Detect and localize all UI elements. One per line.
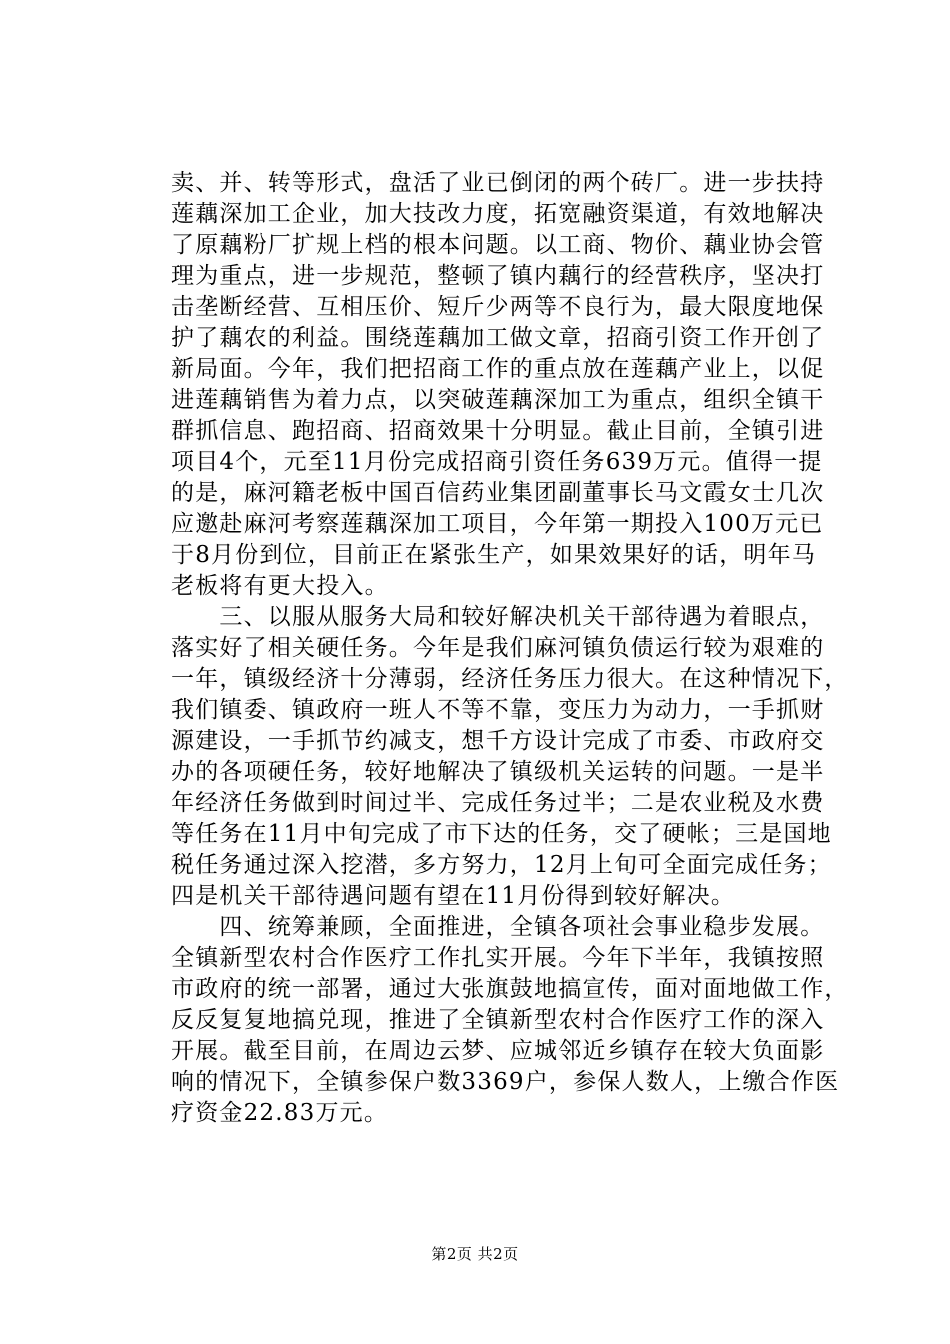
text-line: 全镇新型农村合作医疗工作扎实开展。今年下半年，我镇按照: [171, 945, 825, 971]
page-number: 第2页 共2页: [431, 1245, 519, 1263]
text-line: 进莲藕销售为着力点，以突破莲藕深加工为重点，组织全镇干: [171, 387, 825, 413]
text-line: 击垄断经营、互相压价、短斤少两等不良行为，最大限度地保: [171, 294, 825, 320]
text-line: 源建设，一手抓节约减支，想千方设计完成了市委、市政府交: [171, 728, 825, 754]
text-line: 莲藕深加工企业，加大技改力度，拓宽融资渠道，有效地解决: [171, 201, 825, 227]
paragraph-heading-line: 四、统筹兼顾，全面推进，全镇各项社会事业稳步发展。: [171, 914, 825, 940]
text-line: 项目4个，元至11月份完成招商引资任务639万元。值得一提: [171, 449, 823, 475]
text-line: 市政府的统一部署，通过大张旗鼓地搞宣传，面对面地做工作，: [171, 976, 849, 1002]
text-line: 卖、并、转等形式，盘活了业已倒闭的两个砖厂。进一步扶持: [171, 170, 825, 196]
text-line: 疗资金22.83万元。: [171, 1100, 389, 1126]
paragraph-heading-line: 三、以服从服务大局和较好解决机关干部待遇为着眼点，: [171, 604, 825, 630]
text-line: 的是，麻河籍老板中国百信药业集团副董事长马文霞女士几次: [171, 480, 825, 506]
text-line: 等任务在11月中旬完成了市下达的任务，交了硬帐；三是国地: [171, 821, 832, 847]
text-line: 应邀赴麻河考察莲藕深加工项目，今年第一期投入100万元已: [171, 511, 824, 537]
text-line: 老板将有更大投入。: [171, 573, 389, 599]
text-line: 理为重点，进一步规范，整顿了镇内藕行的经营秩序，坚决打: [171, 263, 825, 289]
text-line: 我们镇委、镇政府一班人不等不靠，变压力为动力，一手抓财: [171, 697, 825, 723]
text-line: 一年，镇级经济十分薄弱，经济任务压力很大。在这种情况下，: [171, 666, 849, 692]
text-line: 落实好了相关硬任务。今年是我们麻河镇负债运行较为艰难的: [171, 635, 825, 661]
page-footer: [0, 1244, 950, 1264]
text-line: 新局面。今年，我们把招商工作的重点放在莲藕产业上，以促: [171, 356, 825, 382]
text-line: 群抓信息、跑招商、招商效果十分明显。截止目前，全镇引进: [171, 418, 825, 444]
document-body: [171, 168, 861, 1129]
text-line: 了原藕粉厂扩规上档的根本问题。以工商、物价、藕业协会管: [171, 232, 825, 258]
text-line: 开展。截至目前，在周边云梦、应城邻近乡镇存在较大负面影: [171, 1038, 825, 1064]
text-line: 四是机关干部待遇问题有望在11月份得到较好解决。: [171, 883, 736, 909]
text-line: 响的情况下，全镇参保户数3369户，参保人数人，上缴合作医: [171, 1069, 840, 1095]
text-line: 年经济任务做到时间过半、完成任务过半；二是农业税及水费: [171, 790, 825, 816]
text-line: 反反复复地搞兑现，推进了全镇新型农村合作医疗工作的深入: [171, 1007, 825, 1033]
text-line: 办的各项硬任务，较好地解决了镇级机关运转的问题。一是半: [171, 759, 825, 785]
text-line: 护了藕农的利益。围绕莲藕加工做文章，招商引资工作开创了: [171, 325, 825, 351]
text-line: 于8月份到位，目前正在紧张生产，如果效果好的话，明年马: [171, 542, 817, 568]
text-line: 税任务通过深入挖潜，多方努力，12月上旬可全面完成任务；: [171, 852, 832, 878]
